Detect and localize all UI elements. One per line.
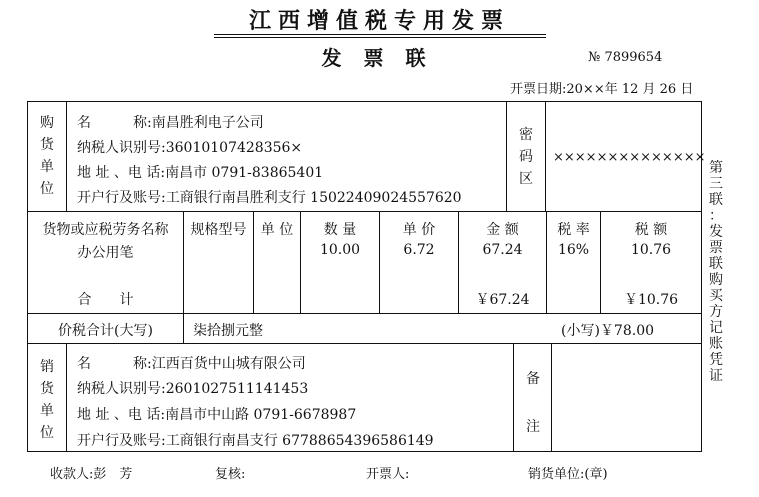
side-note-char: 发 (709, 224, 723, 240)
invoice-number-label: № (588, 50, 601, 65)
side-note-char: 凭 (709, 352, 723, 368)
side-note-char: 联 (709, 256, 723, 272)
item-name: 办公用笔 (77, 245, 134, 261)
issue-date (510, 78, 693, 97)
side-note-char: 买 (709, 288, 723, 304)
seller-name-row (77, 353, 306, 373)
remarks-label-top: 备 (526, 371, 540, 387)
side-note-char: 证 (709, 368, 723, 384)
title-underline-bottom (214, 37, 546, 38)
side-note-char: 账 (709, 336, 723, 352)
remarks-label-bottom: 注 (526, 419, 540, 435)
cipher-value: ×××××××××××××× (553, 150, 706, 165)
issuer-label: 开票人: (366, 467, 410, 482)
seller-label-char: 位 (40, 425, 54, 441)
buyer-name-label: 名 称: (77, 115, 152, 131)
buyer-label-char: 位 (40, 181, 54, 197)
buyer-address-label: 地 址 、电 话: (77, 165, 166, 181)
header-qty: 数 量 (323, 222, 357, 238)
payee-name: 彭 芳 (93, 467, 133, 482)
header-goods-name: 货物或应税劳务名称 (42, 222, 169, 238)
cipher-left-divider (506, 101, 507, 211)
buyer-bank-row (77, 187, 462, 207)
header-unit: 单 位 (260, 222, 294, 238)
header-price: 单 价 (402, 222, 436, 238)
buyer-section-label (32, 112, 62, 200)
buyer-address-row (77, 162, 323, 182)
side-note-char: 三 (709, 176, 723, 192)
buyer-name: 南昌胜利电子公司 (151, 115, 264, 131)
title-underline-top (214, 34, 546, 35)
seller-taxid: 2601027511141453 (165, 381, 309, 397)
item-price: 6.72 (403, 242, 435, 258)
seller-bank-row (77, 430, 434, 450)
copy-side-note (707, 160, 725, 384)
seller-address-row (77, 404, 356, 424)
sum-words: 柒拾捌元整 (193, 323, 263, 339)
cipher-label-char: 码 (519, 149, 533, 165)
sum-label: 价税合计(大写) (58, 323, 153, 339)
invoice-number (588, 50, 662, 65)
item-amount: 67.24 (482, 242, 523, 258)
header-tax: 税 额 (634, 222, 668, 238)
buyer-taxid: 36010107428356× (165, 140, 303, 156)
total-label: 合 计 (77, 292, 134, 308)
header-spec: 规格型号 (190, 222, 247, 238)
seller-name-label: 名 称: (77, 356, 152, 372)
issue-date-value: 20××年 12 月 26 日 (566, 82, 694, 97)
sum-small (561, 320, 654, 340)
side-note-char: 票 (709, 240, 723, 256)
seller-label-char: 单 (40, 403, 54, 419)
side-note-char: 联 (709, 192, 723, 208)
item-qty: 10.00 (319, 242, 361, 258)
remarks-label-divider (551, 343, 552, 452)
divider-items-sum (27, 313, 702, 314)
buyer-taxid-label: 纳税人识别号: (77, 140, 166, 156)
total-amount: ￥67.24 (475, 292, 530, 308)
seller-label-char: 销 (40, 359, 54, 375)
buyer-bank-label: 开户行及账号: (77, 190, 166, 206)
cipher-label (511, 124, 541, 190)
buyer-name-row (77, 112, 264, 132)
total-tax: ￥10.76 (623, 292, 679, 308)
invoice-number-value: 7899654 (604, 50, 663, 65)
side-note-char: 记 (709, 320, 723, 336)
seller-name: 江西百货中山城有限公司 (151, 356, 306, 372)
side-note-char: 第 (709, 160, 723, 176)
seller-bank: 工商银行南昌支行 67788654396586149 (165, 433, 434, 449)
item-rate: 16% (557, 242, 590, 258)
seller-bank-label: 开户行及账号: (77, 433, 166, 449)
divider-sum-seller (27, 343, 702, 344)
remarks-left-divider (513, 343, 514, 452)
invoice-subtitle: 发票联 (321, 46, 448, 70)
sum-label-divider (183, 313, 184, 343)
seller-address-label: 地 址 、电 话: (77, 407, 166, 423)
seller-label-divider (66, 343, 67, 452)
cipher-label-char: 密 (519, 127, 533, 143)
invoice-title: 江西增值税专用发票 (248, 8, 510, 34)
header-rate: 税 率 (557, 222, 590, 238)
item-tax: 10.76 (630, 242, 672, 258)
buyer-address: 南昌市 0791-83865401 (165, 165, 324, 181)
sum-small-value: ￥78.00 (599, 323, 655, 339)
side-note-char: 购 (709, 272, 723, 288)
payee (50, 463, 132, 482)
side-note-char: ： (709, 208, 723, 224)
seller-taxid-label: 纳税人识别号: (77, 381, 166, 397)
seller-section-label (32, 356, 62, 444)
header-amount: 金 额 (486, 222, 519, 238)
buyer-bank: 工商银行南昌胜利支行 15022409024557620 (165, 190, 462, 206)
payee-label: 收款人: (50, 467, 94, 482)
reviewer-label: 复核: (215, 467, 246, 482)
cipher-label-divider (545, 101, 546, 211)
seller-address: 南昌市中山路 0791-6678987 (165, 407, 357, 423)
buyer-label-char: 购 (40, 115, 54, 131)
side-note-char: 方 (709, 304, 723, 320)
buyer-label-char: 单 (40, 159, 54, 175)
buyer-taxid-row (77, 137, 302, 157)
buyer-label-divider (66, 101, 67, 211)
cipher-label-char: 区 (519, 171, 533, 187)
sum-small-label: (小写) (561, 323, 600, 339)
seller-taxid-row (77, 378, 308, 398)
buyer-label-char: 货 (40, 137, 54, 153)
seller-label-char: 货 (40, 381, 54, 397)
issue-date-label: 开票日期: (510, 82, 567, 97)
seller-stamp-label: 销货单位:(章) (528, 467, 608, 482)
